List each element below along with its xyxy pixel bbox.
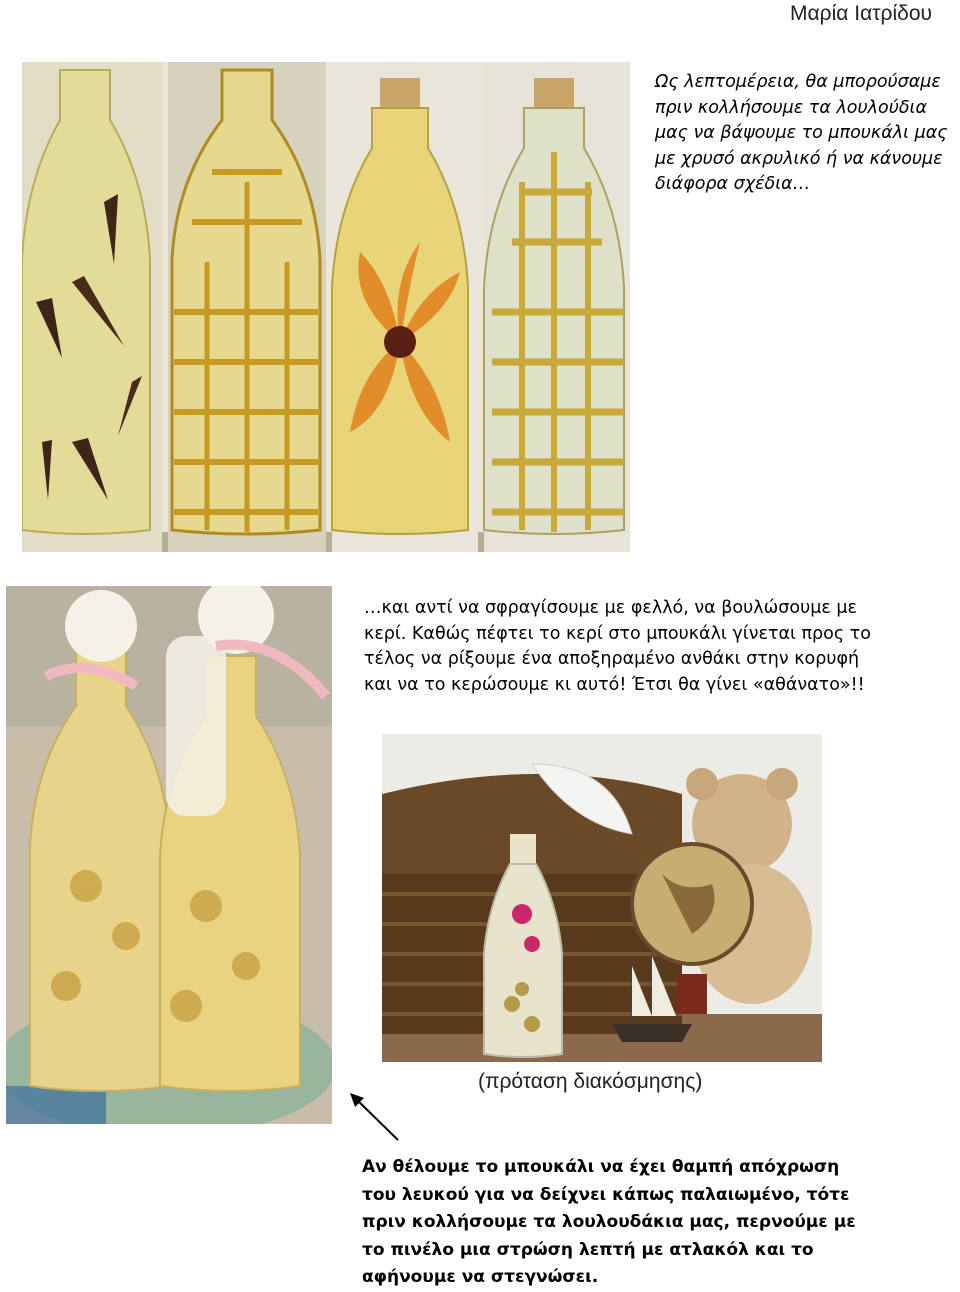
wax-sealed-bottles-photo: [6, 586, 332, 1124]
bottle-leaves: [22, 62, 162, 552]
decoration-suggestion-photo: [382, 734, 822, 1062]
author-name: Μαρία Ιατρίδου: [790, 2, 932, 25]
bottle-flower: [332, 62, 478, 552]
decorated-bottles-photo: [22, 62, 630, 552]
pointer-arrow-icon: [346, 1090, 402, 1144]
bottle-gold-web: [168, 62, 326, 552]
intro-paragraph: Ως λεπτομέρεια, θα μπορούσαμε πριν κολλήσουμε τα λουλούδια μας να βάψουμε το μπουκάλι μας με χρυσό ακρυλικό ή να κάνουμε διάφορα σχέδια…: [655, 72, 948, 194]
aging-paragraph: Αν θέλουμε το μπουκάλι να έχει θαμπή απόχρωση του λευκού για να δείχνει κάπως παλαιωμένο, τότε πριν κολλήσουμε τα λουλουδάκια μας, περνούμε με το πινέλο μια στρώση λεπτή με ατλακόλ και το αφήνουμε να στεγνώσει.: [362, 1157, 856, 1287]
decoration-caption: (πρόταση διακόσμησης): [478, 1070, 703, 1093]
bottle-coiled: [484, 62, 630, 552]
wax-paragraph: …και αντί να σφραγίσουμε με φελλό, να βουλώσουμε με κερί. Καθώς πέφτει το κερί στο μπουκάλι γίνεται προς το τέλος να ρίξουμε ένα αποξηραμένο ανθάκι στην κορυφή και να το κερώσουμε κι αυτό! Έτσι θα γίνει «αθάνατο»!!: [364, 598, 871, 695]
